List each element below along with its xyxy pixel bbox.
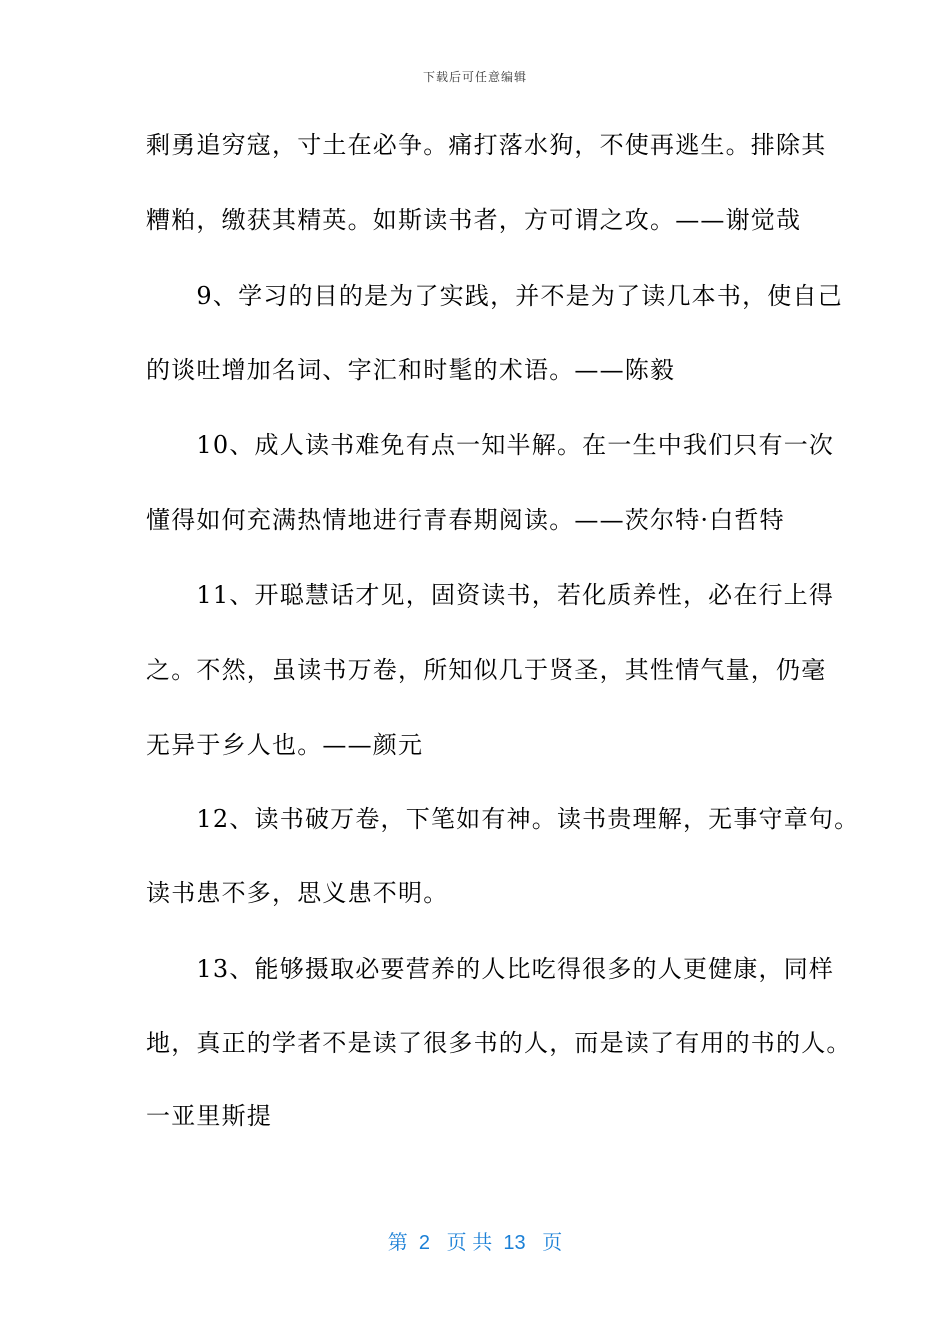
text-line: 10、成人读书难免有点一知半解。在一生中我们只有一次 [146, 431, 835, 459]
text-line: 读书患不多，思义患不明。 [146, 879, 449, 907]
text-line: 11、开聪慧话才见，固资读书，若化质养性，必在行上得 [146, 581, 835, 609]
text-line: 无异于乡人也。——颜元 [146, 731, 424, 759]
page-header-note: 下载后可任意编辑 [422, 70, 527, 84]
text-line: 糟粕，缴获其精英。如斯读书者，方可谓之攻。——谢觉哉 [146, 206, 802, 234]
text-line: 12、读书破万卷，下笔如有神。读书贵理解，无事守章句。 [146, 805, 860, 833]
text-line: 一亚里斯提 [146, 1102, 272, 1130]
text-line: 9、学习的目的是为了实践，并不是为了读几本书，使自己 [146, 282, 843, 310]
text-line: 剩勇追穷寇，寸土在必争。痛打落水狗，不使再逃生。排除其 [146, 131, 827, 159]
page-number-footer: 第 2 页 共 13 页 [387, 1232, 563, 1254]
text-line: 之。不然，虽读书万卷，所知似几于贤圣，其性情气量，仍毫 [146, 656, 827, 684]
text-line: 地，真正的学者不是读了很多书的人，而是读了有用的书的人。 [146, 1029, 852, 1057]
text-line: 的谈吐增加名词、字汇和时髦的术语。——陈毅 [146, 356, 676, 384]
text-line: 懂得如何充满热情地进行青春期阅读。——茨尔特·白哲特 [146, 506, 785, 534]
text-line: 13、能够摄取必要营养的人比吃得很多的人更健康，同样 [146, 955, 835, 983]
